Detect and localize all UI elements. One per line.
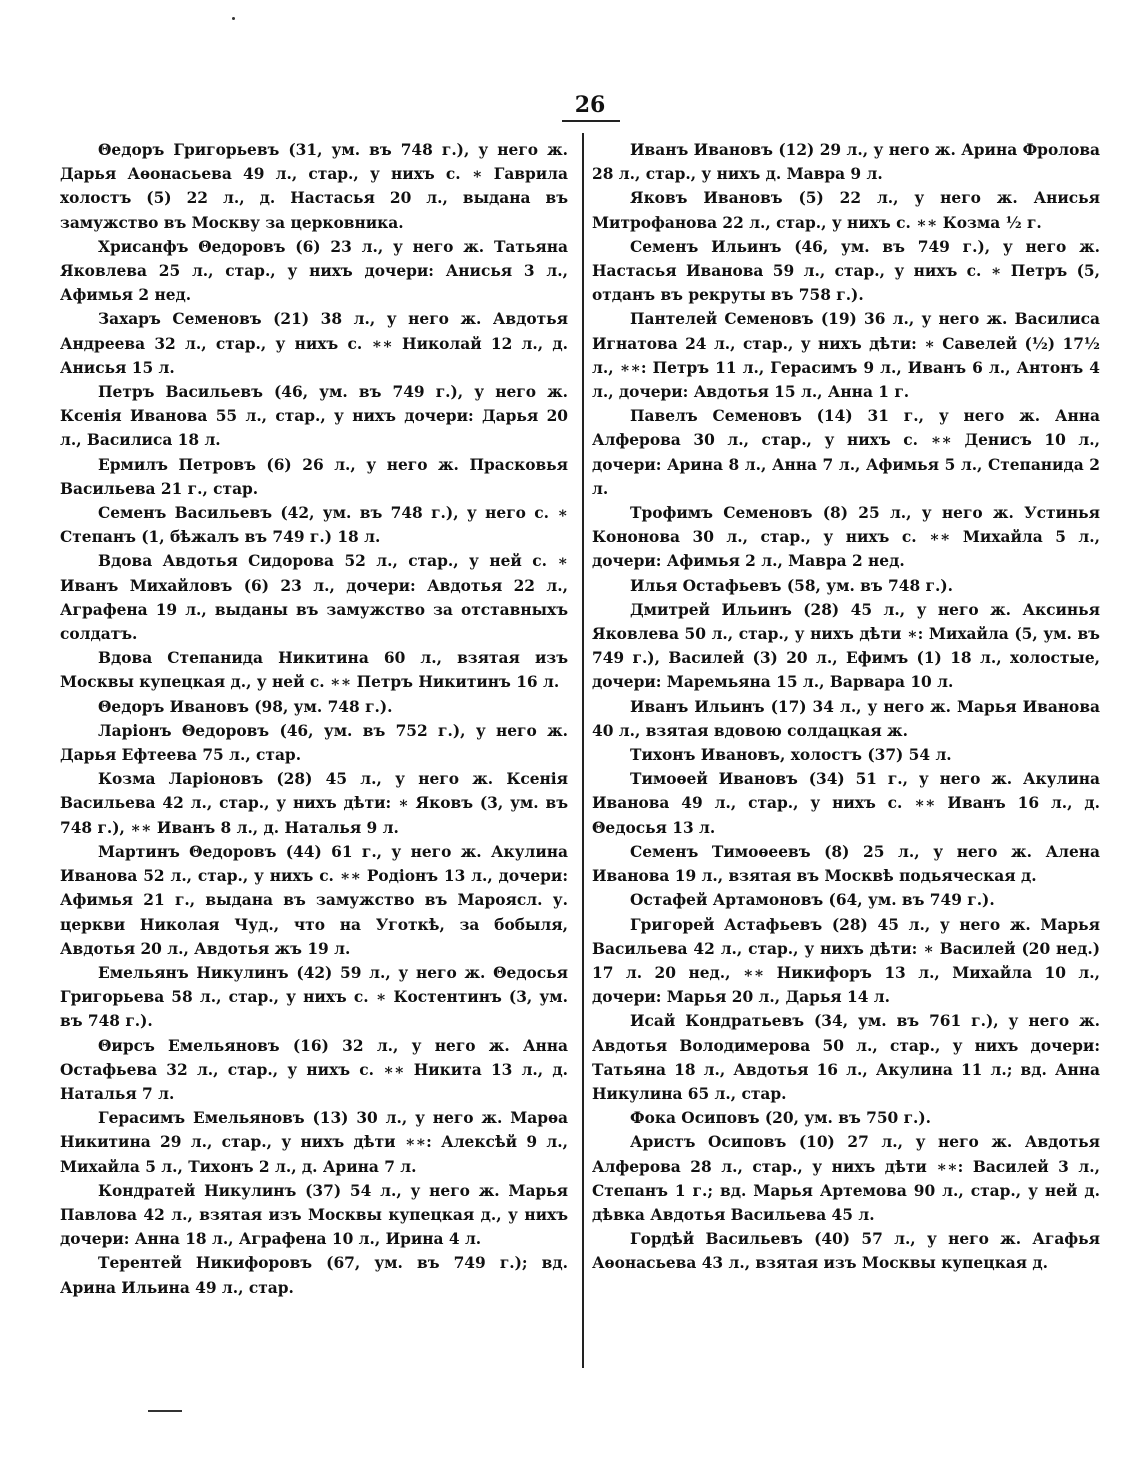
census-entry: Пантелей Семеновъ (19) 36 л., у него ж. Василиса Игнатова 24 л., стар., у нихъ дѣти: ∗ Савелей (½) 17½ л., ∗∗: Петръ 11 л., Герасимъ 9 л., Иванъ 6 л., Антонъ 4 л., дочери: Авдотья 15 л., Анна 1 г. [592, 310, 1100, 402]
left-column [60, 138, 568, 1300]
census-entry: Иванъ Ильинъ (17) 34 л., у него ж. Марья Иванова 40 л., взятая вдовою солдацкая ж. [592, 697, 1100, 740]
census-entry: Петръ Васильевъ (46, ум. въ 749 г.), у него ж. Ксенія Иванова 55 л., стар., у нихъ дочери: Дарья 20 л., Василиса 18 л. [60, 383, 568, 450]
right-column [592, 138, 1100, 1276]
census-entry: Герасимъ Емельяновъ (13) 30 л., у него ж. Марѳа Никитина 29 л., стар., у нихъ дѣти ∗∗: Алексѣй 9 л., Михайла 5 л., Тихонъ 2 л., д. Арина 7 л. [60, 1109, 568, 1176]
census-entry: Мартинъ Θедоровъ (44) 61 г., у него ж. Акулина Иванова 52 л., стар., у нихъ с. ∗∗ Родіонъ 13 л., дочери: Афимья 21 г., выдана въ замужство въ Мароясл. у. церкви Николая Чуд., что на Уготкѣ, за бобыля, Авдотья 20 л., Авдотья жъ 19 л. [60, 842, 568, 958]
census-entry: Θедоръ Григорьевъ (31, ум. въ 748 г.), у него ж. Дарья Аѳонасьева 49 л., стар., у нихъ с. ∗ Гаврила холостъ (5) 22 л., д. Настасья 20 л., выдана въ замужство въ Москву за церковника. [60, 141, 568, 232]
census-entry: Семенъ Васильевъ (42, ум. въ 748 г.), у него с. ∗ Степанъ (1, бѣжалъ въ 749 г.) 18 л. [60, 504, 568, 547]
census-entry: Илья Остафьевъ (58, ум. въ 748 г.). [630, 576, 953, 595]
page-number: 26 [574, 92, 606, 118]
census-entry: Ларіонъ Θедоровъ (46, ум. въ 752 г.), у него ж. Дарья Ефтеева 75 л., стар. [60, 721, 568, 765]
column-divider [582, 133, 584, 1368]
census-entry: Θирсъ Емельяновъ (16) 32 л., у него ж. Анна Остафьева 32 л., стар., у нихъ с. ∗∗ Никита 13 л., д. Наталья 7 л. [60, 1036, 568, 1103]
census-entry: Козма Ларіоновъ (28) 45 л., у него ж. Ксенія Васильева 42 л., стар., у нихъ дѣти: ∗ Яковъ (3, ум. въ 748 г.), ∗∗ Иванъ 8 л., д. Наталья 9 л. [60, 770, 568, 837]
census-entry: Остафей Артамоновъ (64, ум. въ 749 г.). [630, 891, 995, 910]
census-entry: Яковъ Ивановъ (5) 22 л., у него ж. Анисья Митрофанова 22 л., стар., у нихъ с. ∗∗ Козма ½ г. [592, 189, 1100, 232]
census-entry: Павелъ Семеновъ (14) 31 г., у него ж. Анна Алферова 30 л., стар., у нихъ с. ∗∗ Денисъ 10 л., дочери: Арина 8 л., Анна 7 л., Афимья 5 л., Степанида 2 л. [592, 407, 1100, 498]
census-entry: Емельянъ Никулинъ (42) 59 л., у него ж. Θедосья Григорьева 58 л., стар., у нихъ с. ∗ Костентинъ (3, ум. въ 748 г.). [60, 963, 568, 1031]
census-entry: Ермилъ Петровъ (6) 26 л., у него ж. Прасковья Васильева 21 г., стар. [60, 455, 568, 498]
page-number-underline [562, 120, 620, 122]
census-entry: Хрисанфъ Θедоровъ (6) 23 л., у него ж. Татьяна Яковлева 25 л., стар., у нихъ дочери: Анисья 3 л., Афимья 2 нед. [60, 237, 568, 305]
census-entry: Дмитрей Ильинъ (28) 45 л., у него ж. Аксинья Яковлева 50 л., стар., у нихъ дѣти ∗: Михайла (5, ум. въ 749 г.), Василей (3) 20 л., Ефимъ (1) 18 л., холостые, дочери: Маремьяна 15 л., Варвара 10 л. [592, 600, 1100, 692]
census-entry: Гордѣй Васильевъ (40) 57 л., у него ж. Агафья Аѳонасьева 43 л., взятая изъ Москвы купецкая д. [592, 1230, 1100, 1273]
census-entry: Семенъ Ильинъ (46, ум. въ 749 г.), у него ж. Настасья Иванова 59 л., стар., у нихъ с. ∗ Петръ (5, отданъ въ рекруты въ 758 г.). [592, 237, 1100, 305]
census-entry: Иванъ Ивановъ (12) 29 л., у него ж. Арина Фролова 28 л., стар., у нихъ д. Мавра 9 л. [592, 141, 1100, 184]
print-speck [232, 17, 235, 20]
census-entry: Фока Осиповъ (20, ум. въ 750 г.). [630, 1109, 932, 1128]
census-entry: Исай Кондратьевъ (34, ум. въ 761 г.), у него ж. Авдотья Володимерова 50 л., стар., у нихъ дочери: Татьяна 18 л., Авдотья 16 л., Акулина 11 л.; вд. Анна Никулина 65 л., стар. [592, 1012, 1100, 1103]
footer-dash [148, 1410, 182, 1412]
census-entry: Захаръ Семеновъ (21) 38 л., у него ж. Авдотья Андреева 32 л., стар., у нихъ с. ∗∗ Николай 12 л., д. Анисья 15 л. [60, 310, 568, 377]
census-entry: Тимоѳей Ивановъ (34) 51 г., у него ж. Акулина Иванова 49 л., стар., у нихъ с. ∗∗ Иванъ 16 л., д. Θедосья 13 л. [592, 770, 1100, 837]
census-entry: Аристъ Осиповъ (10) 27 л., у него ж. Авдотья Алферова 28 л., стар., у нихъ дѣти ∗∗: Василей 3 л., Степанъ 1 г.; вд. Марья Артемова 90 л., стар., у ней д. дѣвка Авдотья Васильева 45 л. [592, 1133, 1100, 1224]
census-entry: Тихонъ Ивановъ, холостъ (37) 54 л. [630, 746, 952, 765]
census-entry: Трофимъ Семеновъ (8) 25 л., у него ж. Устинья Кононова 30 л., стар., у нихъ с. ∗∗ Михайла 5 л., дочери: Афимья 2 л., Мавра 2 нед. [592, 504, 1100, 571]
census-entry: Терентей Никифоровъ (67, ум. въ 749 г.); вд. Арина Ильина 49 л., стар. [60, 1254, 568, 1297]
census-entry: Вдова Степанида Никитина 60 л., взятая изъ Москвы купецкая д., у ней с. ∗∗ Петръ Никитинъ 16 л. [60, 649, 568, 692]
census-entry: Вдова Авдотья Сидорова 52 л., стар., у ней с. ∗ Иванъ Михайловъ (6) 23 л., дочери: Авдотья 22 л., Аграфена 19 л., выданы въ замужство за отставныхъ солдатъ. [60, 552, 568, 644]
census-entry: Θедоръ Ивановъ (98, ум. 748 г.). [98, 697, 393, 716]
census-entry: Григорей Астафьевъ (28) 45 л., у него ж. Марья Васильева 42 л., стар., у нихъ дѣти: ∗ Василей (20 нед.) 17 л. 20 нед., ∗∗ Никифоръ 13 л., Михайла 10 л., дочери: Марья 20 л., Дарья 14 л. [592, 915, 1100, 1007]
census-entry: Семенъ Тимоѳеевъ (8) 25 л., у него ж. Алена Иванова 19 л., взятая въ Москвѣ подьяческая д. [592, 842, 1100, 886]
census-entry: Кондратей Никулинъ (37) 54 л., у него ж. Марья Павлова 42 л., взятая изъ Москвы купецкая д., у нихъ дочери: Анна 18 л., Аграфена 10 л., Ирина 4 л. [60, 1181, 568, 1249]
